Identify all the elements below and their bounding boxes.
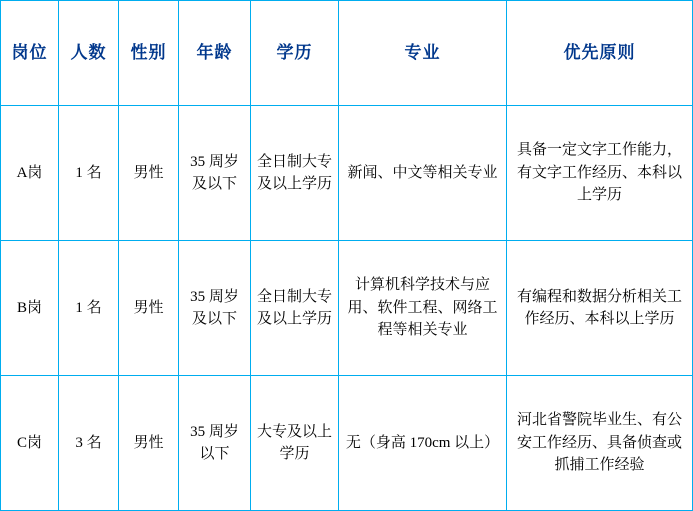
cell-post: C岗	[1, 376, 59, 511]
cell-post: B岗	[1, 241, 59, 376]
cell-gender: 男性	[119, 241, 179, 376]
table-body	[1, 106, 693, 511]
column-header-education-label: 学历	[276, 42, 313, 62]
column-header-major	[339, 1, 507, 106]
column-header-post	[1, 1, 59, 106]
cell-gender: 男性	[119, 376, 179, 511]
column-header-count-label: 人数	[70, 42, 107, 62]
column-header-age-label: 年龄	[196, 42, 233, 62]
cell-education: 大专及以上学历	[251, 376, 339, 511]
column-header-post-label: 岗位	[11, 42, 48, 62]
cell-age: 35 周岁以下	[179, 376, 251, 511]
cell-preference: 具备一定文字工作能力，有文字工作经历、本科以上学历	[507, 106, 693, 241]
table-header-row	[1, 1, 693, 106]
cell-count: 1 名	[59, 106, 119, 241]
cell-major: 无（身高 170cm 以上）	[339, 376, 507, 511]
cell-education: 全日制大专及以上学历	[251, 106, 339, 241]
table-row	[1, 106, 693, 241]
column-header-preference	[507, 1, 693, 106]
column-header-major-label: 专业	[404, 42, 441, 62]
cell-major: 计算机科学技术与应用、软件工程、网络工程等相关专业	[339, 241, 507, 376]
column-header-preference-label: 优先原则	[563, 42, 636, 62]
cell-post: A岗	[1, 106, 59, 241]
table-row	[1, 376, 693, 511]
cell-gender: 男性	[119, 106, 179, 241]
cell-education: 全日制大专及以上学历	[251, 241, 339, 376]
column-header-gender	[119, 1, 179, 106]
cell-count: 3 名	[59, 376, 119, 511]
column-header-age	[179, 1, 251, 106]
column-header-count	[59, 1, 119, 106]
cell-major: 新闻、中文等相关专业	[339, 106, 507, 241]
column-header-education	[251, 1, 339, 106]
cell-age: 35 周岁及以下	[179, 106, 251, 241]
cell-preference: 河北省警院毕业生、有公安工作经历、具备侦查或抓捕工作经验	[507, 376, 693, 511]
column-header-gender-label: 性别	[130, 42, 167, 62]
cell-count: 1 名	[59, 241, 119, 376]
table-header	[1, 1, 693, 106]
cell-preference: 有编程和数据分析相关工作经历、本科以上学历	[507, 241, 693, 376]
cell-age: 35 周岁及以下	[179, 241, 251, 376]
table-row	[1, 241, 693, 376]
